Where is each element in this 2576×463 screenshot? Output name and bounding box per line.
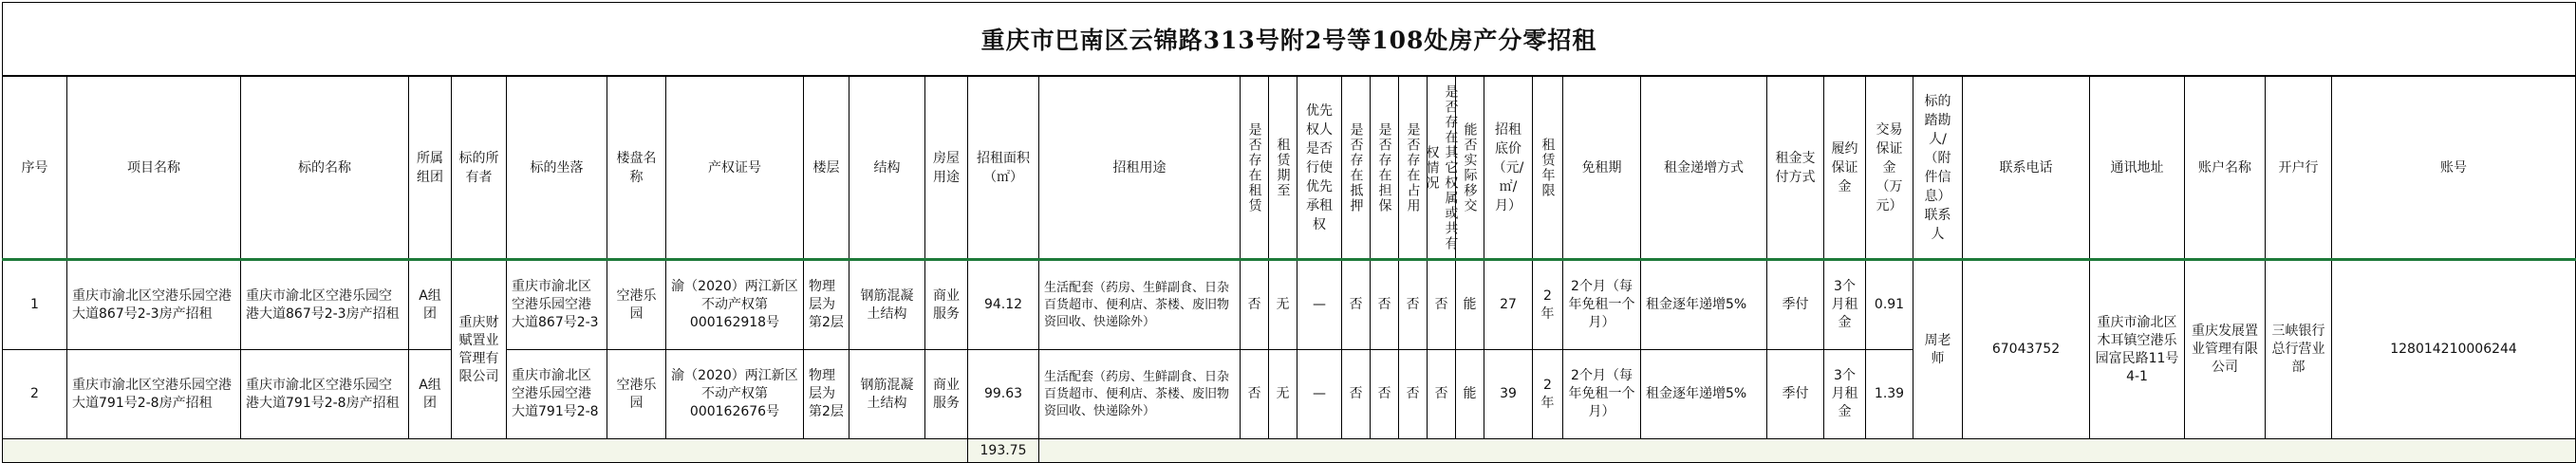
header-target: 标的名称 xyxy=(241,76,409,260)
cell-area: 99.63 xyxy=(968,350,1039,439)
cell-account-name: 重庆发展置业管理有限公司 xyxy=(2185,260,2266,439)
total-row xyxy=(3,439,2576,463)
page-title: 重庆市巴南区云锦路313号附2号等108处房产分零招租 xyxy=(3,3,2576,77)
cell-occupy: 否 xyxy=(1399,350,1428,439)
cell-rented: 否 xyxy=(1241,350,1269,439)
total-spacer xyxy=(3,439,968,463)
header-years: 租赁年限 xyxy=(1533,76,1563,260)
cell-use: 商业服务 xyxy=(925,260,968,350)
cell-purpose: 生活配套（药房、生鲜副食、日杂百货超市、便利店、茶楼、废旧物资回收、快递除外） xyxy=(1039,260,1241,350)
cell-years: 2年 xyxy=(1533,260,1563,350)
header-phone: 联系电话 xyxy=(1963,76,2090,260)
cell-use: 商业服务 xyxy=(925,350,968,439)
header-structure: 结构 xyxy=(849,76,925,260)
cell-lease-end: 无 xyxy=(1269,350,1297,439)
cell-bank: 三峡银行总行营业部 xyxy=(2266,260,2332,439)
cell-increase: 租金逐年递增5% xyxy=(1641,350,1767,439)
cell-pay: 季付 xyxy=(1767,350,1824,439)
header-occupy: 是否存在占用 xyxy=(1399,76,1428,260)
cell-deposit: 3个月租金 xyxy=(1824,350,1866,439)
header-account: 账号 xyxy=(2332,76,2576,260)
header-mortgage: 是否存在抵押 xyxy=(1342,76,1371,260)
cell-cert: 渝（2020）两江新区不动产权第000162676号 xyxy=(666,350,804,439)
header-row xyxy=(3,76,2576,260)
cell-seq: 1 xyxy=(3,260,67,350)
header-owner: 标的所有者 xyxy=(452,76,507,260)
cell-free: 2个月（每年免租一个月） xyxy=(1563,350,1641,439)
header-purpose: 招租用途 xyxy=(1039,76,1241,260)
cell-building: 空港乐园 xyxy=(607,350,666,439)
header-rented: 是否存在租赁 xyxy=(1241,76,1269,260)
cell-account: 128014210006244 xyxy=(2332,260,2576,439)
cell-target: 重庆市渝北区空港乐园空港大道791号2-8房产招租 xyxy=(241,350,409,439)
cell-priority: — xyxy=(1297,260,1342,350)
header-lease-end: 租赁期至 xyxy=(1269,76,1297,260)
cell-free: 2个月（每年免租一个月） xyxy=(1563,260,1641,350)
cell-area: 94.12 xyxy=(968,260,1039,350)
header-pay: 租金支付方式 xyxy=(1767,76,1824,260)
header-guarantee: 是否存在担保 xyxy=(1371,76,1399,260)
cell-priority: — xyxy=(1297,350,1342,439)
header-deliver: 能否实际移交 xyxy=(1456,76,1484,260)
cell-location: 重庆市渝北区空港乐园空港大道791号2-8 xyxy=(507,350,607,439)
header-free: 免租期 xyxy=(1563,76,1641,260)
cell-deliver: 能 xyxy=(1456,350,1484,439)
cell-other: 否 xyxy=(1428,260,1456,350)
header-other: 是否存在其它权属或共有权情况 xyxy=(1428,76,1456,260)
cell-total-area: 193.75 xyxy=(968,439,1039,463)
cell-project: 重庆市渝北区空港乐园空港大道791号2-8房产招租 xyxy=(67,350,241,439)
cell-group: A组团 xyxy=(409,350,452,439)
cell-address: 重庆市渝北区木耳镇空港乐园富民路11号4-1 xyxy=(2090,260,2185,439)
header-contact: 标的踏勘人/（附件信息）联系人 xyxy=(1913,76,1963,260)
header-floor: 楼层 xyxy=(804,76,849,260)
cell-group: A组团 xyxy=(409,260,452,350)
header-account-name: 账户名称 xyxy=(2185,76,2266,260)
header-base-price: 招租底价（元/㎡/月） xyxy=(1484,76,1533,260)
cell-guarantee: 否 xyxy=(1371,350,1399,439)
cell-margin: 1.39 xyxy=(1866,350,1913,439)
header-deposit: 履约保证金 xyxy=(1824,76,1866,260)
header-bank: 开户行 xyxy=(2266,76,2332,260)
header-address: 通讯地址 xyxy=(2090,76,2185,260)
cell-lease-end: 无 xyxy=(1269,260,1297,350)
cell-structure: 钢筋混凝土结构 xyxy=(849,260,925,350)
cell-base-price: 39 xyxy=(1484,350,1533,439)
cell-mortgage: 否 xyxy=(1342,260,1371,350)
cell-base-price: 27 xyxy=(1484,260,1533,350)
cell-other: 否 xyxy=(1428,350,1456,439)
header-area: 招租面积（㎡） xyxy=(968,76,1039,260)
header-seq: 序号 xyxy=(3,76,67,260)
cell-guarantee: 否 xyxy=(1371,260,1399,350)
rental-table xyxy=(2,2,2576,463)
total-spacer-right xyxy=(1039,439,2576,463)
cell-project: 重庆市渝北区空港乐园空港大道867号2-3房产招租 xyxy=(67,260,241,350)
cell-floor: 物理层为第2层 xyxy=(804,350,849,439)
table-row xyxy=(3,260,2576,350)
cell-seq: 2 xyxy=(3,350,67,439)
header-increase: 租金递增方式 xyxy=(1641,76,1767,260)
cell-occupy: 否 xyxy=(1399,260,1428,350)
header-location: 标的坐落 xyxy=(507,76,607,260)
cell-deposit: 3个月租金 xyxy=(1824,260,1866,350)
cell-floor: 物理层为第2层 xyxy=(804,260,849,350)
cell-years: 2年 xyxy=(1533,350,1563,439)
cell-structure: 钢筋混凝土结构 xyxy=(849,350,925,439)
cell-rented: 否 xyxy=(1241,260,1269,350)
cell-mortgage: 否 xyxy=(1342,350,1371,439)
header-group: 所属组团 xyxy=(409,76,452,260)
cell-location: 重庆市渝北区空港乐园空港大道867号2-3 xyxy=(507,260,607,350)
cell-building: 空港乐园 xyxy=(607,260,666,350)
header-cert: 产权证号 xyxy=(666,76,804,260)
cell-purpose: 生活配套（药房、生鲜副食、日杂百货超市、便利店、茶楼、废旧物资回收、快递除外） xyxy=(1039,350,1241,439)
cell-margin: 0.91 xyxy=(1866,260,1913,350)
cell-contact: 周老师 xyxy=(1913,260,1963,439)
cell-increase: 租金逐年递增5% xyxy=(1641,260,1767,350)
header-priority: 优先权人是否行使优先承租权 xyxy=(1297,76,1342,260)
cell-owner: 重庆财赋置业管理有限公司 xyxy=(452,260,507,439)
cell-pay: 季付 xyxy=(1767,260,1824,350)
header-use: 房屋用途 xyxy=(925,76,968,260)
header-project: 项目名称 xyxy=(67,76,241,260)
header-building: 楼盘名称 xyxy=(607,76,666,260)
cell-phone: 67043752 xyxy=(1963,260,2090,439)
header-margin: 交易保证金（万元） xyxy=(1866,76,1913,260)
cell-target: 重庆市渝北区空港乐园空港大道867号2-3房产招租 xyxy=(241,260,409,350)
cell-cert: 渝（2020）两江新区不动产权第000162918号 xyxy=(666,260,804,350)
cell-deliver: 能 xyxy=(1456,260,1484,350)
